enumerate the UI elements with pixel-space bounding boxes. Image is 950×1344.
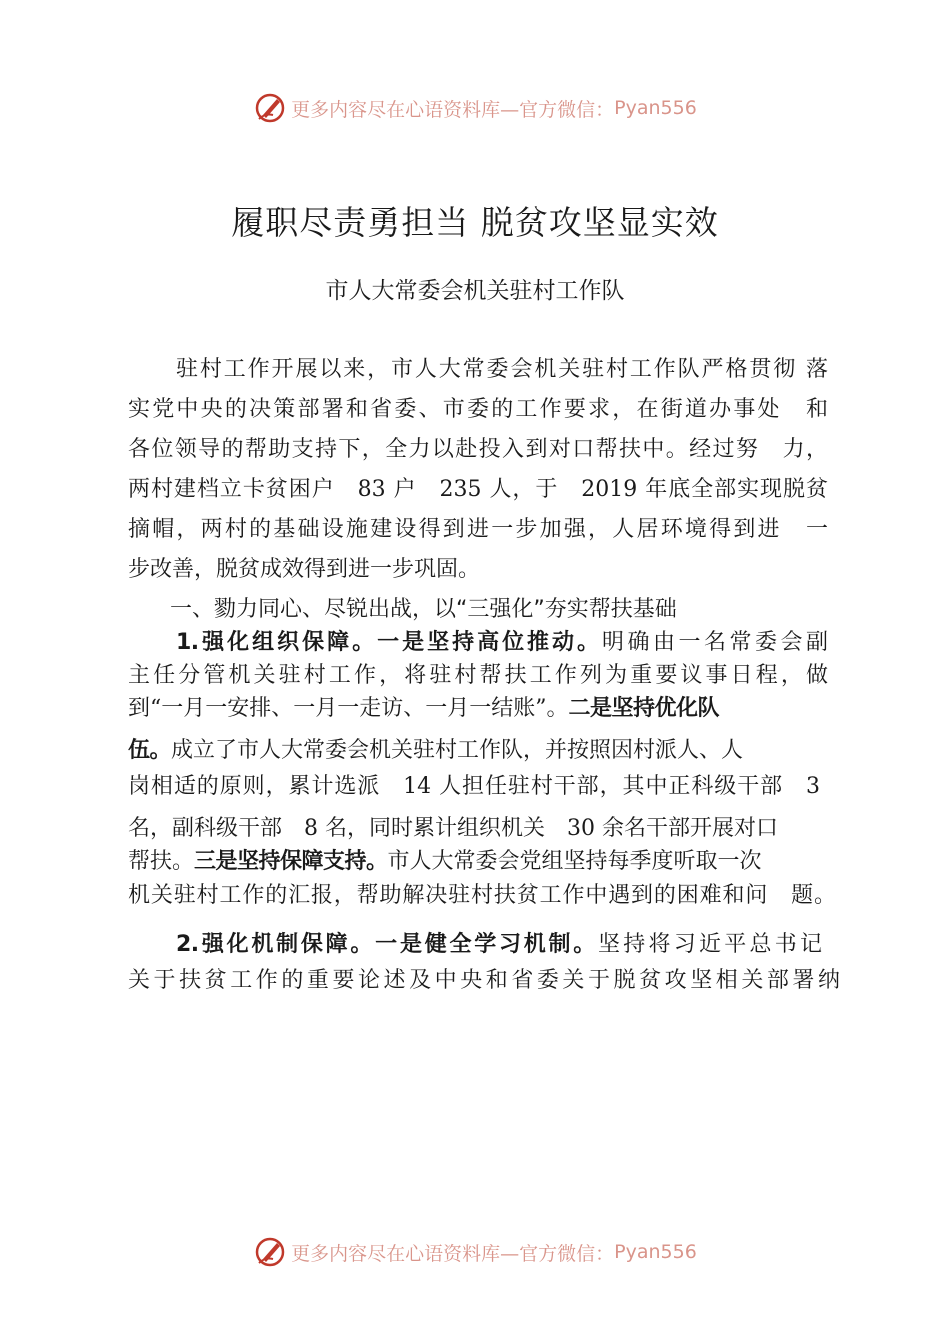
intro-line: 实党中央的决策部署和省委、市委的工作要求，在街道办事处 和: [128, 397, 828, 422]
intro-line: 驻村工作开展以来，市人大常委会机关驻村工作队严格贯彻 落: [176, 357, 828, 382]
pen-logo-icon: [253, 1235, 287, 1269]
intro-line: 步改善，脱贫成效得到进一步巩固。: [128, 557, 481, 582]
document-author: 市人大常委会机关驻村工作队: [325, 278, 625, 304]
para2-lead: 2.强化机制保障。一是健全学习机制。: [176, 932, 598, 957]
pen-logo-icon: [253, 91, 287, 125]
watermark-header: [0, 88, 950, 128]
para2-line: 关于扶贫工作的重要论述及中央和省委关于脱贫攻坚相关部署纳: [128, 968, 840, 993]
section-heading: 一、勠力同心、尽锐出战，以“三强化”夯实帮扶基础: [170, 597, 677, 622]
para1-line: 伍。成立了市人大常委会机关驻村工作队，并按照因村派人、人: [128, 738, 744, 763]
document-title: 履职尽责勇担当 脱贫攻坚显实效: [231, 203, 719, 242]
para1-lead-2: 二是坚持优化队: [568, 696, 720, 721]
para1-line: 主任分管机关驻村工作，将驻村帮扶工作列为重要议事日程，做: [128, 663, 828, 688]
para1-line: 岗相适的原则，累计选派 14 人担任驻村干部，其中正科级干部 3: [128, 774, 820, 799]
para1-line: 到“一月一安排、一月一走访、一月一结账”。二是坚持优化队: [128, 696, 720, 721]
watermark-text: 更多内容尽在心语资料库—官方微信：: [291, 1242, 615, 1265]
para1-line: 帮扶。三是坚持保障支持。市人大常委会党组坚持每季度听取一次: [128, 849, 762, 874]
watermark-text: 更多内容尽在心语资料库—官方微信：: [291, 98, 615, 121]
para1-line: 1.强化组织保障。一是坚持高位推动。明确由一名常委会副: [176, 630, 828, 655]
watermark-footer: [0, 1232, 950, 1272]
para1-lead: 1.强化组织保障。一是坚持高位推动。: [176, 630, 603, 655]
para1-line: 名，副科级干部 8 名，同时累计组织机关 30 余名干部开展对口: [128, 816, 778, 841]
watermark-wechat-id: Pyan556: [614, 1241, 697, 1263]
intro-line: 摘帽，两村的基础设施建设得到进一步加强，人居环境得到进 一: [128, 517, 828, 542]
intro-line: 两村建档立卡贫困户 83 户 235 人，于 2019 年底全部实现脱贫: [128, 477, 828, 502]
watermark-wechat-id: Pyan556: [614, 97, 697, 119]
para2-line: 2.强化机制保障。一是健全学习机制。坚持将习近平总书记: [176, 932, 822, 957]
intro-line: 各位领导的帮助支持下，全力以赴投入到对口帮扶中。经过努 力，: [128, 437, 828, 462]
para1-line: 机关驻村工作的汇报，帮助解决驻村扶贫工作中遇到的困难和问 题。: [128, 883, 836, 908]
para1-lead-3: 三是坚持保障支持。: [194, 849, 388, 874]
